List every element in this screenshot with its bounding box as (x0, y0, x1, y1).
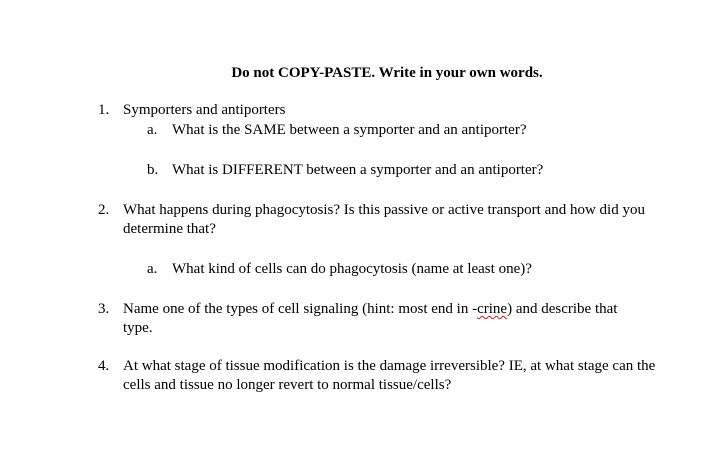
item-1b-letter: b. (147, 162, 159, 178)
item-1a-text: What is the SAME between a symporter and an antiporter? (172, 122, 527, 138)
item-4-text-line-2: cells and tissue no longer revert to normal tissue/cells? (123, 377, 452, 393)
item-2-number: 2. (98, 202, 110, 218)
item-3-text-after: ) and describe that (507, 301, 618, 317)
spellcheck-flagged-word[interactable]: crine (477, 301, 508, 317)
item-1-number: 1. (98, 102, 110, 118)
item-3-number: 3. (98, 301, 110, 317)
item-1b-text: What is DIFFERENT between a symporter and an antiporter? (172, 162, 544, 178)
item-4-number: 4. (98, 358, 110, 374)
item-1a-letter: a. (147, 122, 158, 138)
item-4-text-line-1: At what stage of tissue modification is the damage irreversible? IE, at what stage can the (123, 358, 656, 374)
document-title: Do not COPY-PASTE. Write in your own words. (231, 65, 543, 81)
item-1-text: Symporters and antiporters (123, 102, 286, 118)
item-3-text-line-2: type. (123, 320, 153, 336)
item-2-text-line-2: determine that? (123, 221, 216, 237)
item-2a-text: What kind of cells can do phagocytosis (name at least one)? (172, 261, 532, 277)
item-3-text-before: Name one of the types of cell signaling (hint: most end in - (123, 301, 478, 317)
item-2-text-line-1: What happens during phagocytosis? Is this passive or active transport and how did you (123, 202, 645, 218)
item-2a-letter: a. (147, 261, 158, 277)
item-3-text-line-1 (123, 300, 617, 318)
